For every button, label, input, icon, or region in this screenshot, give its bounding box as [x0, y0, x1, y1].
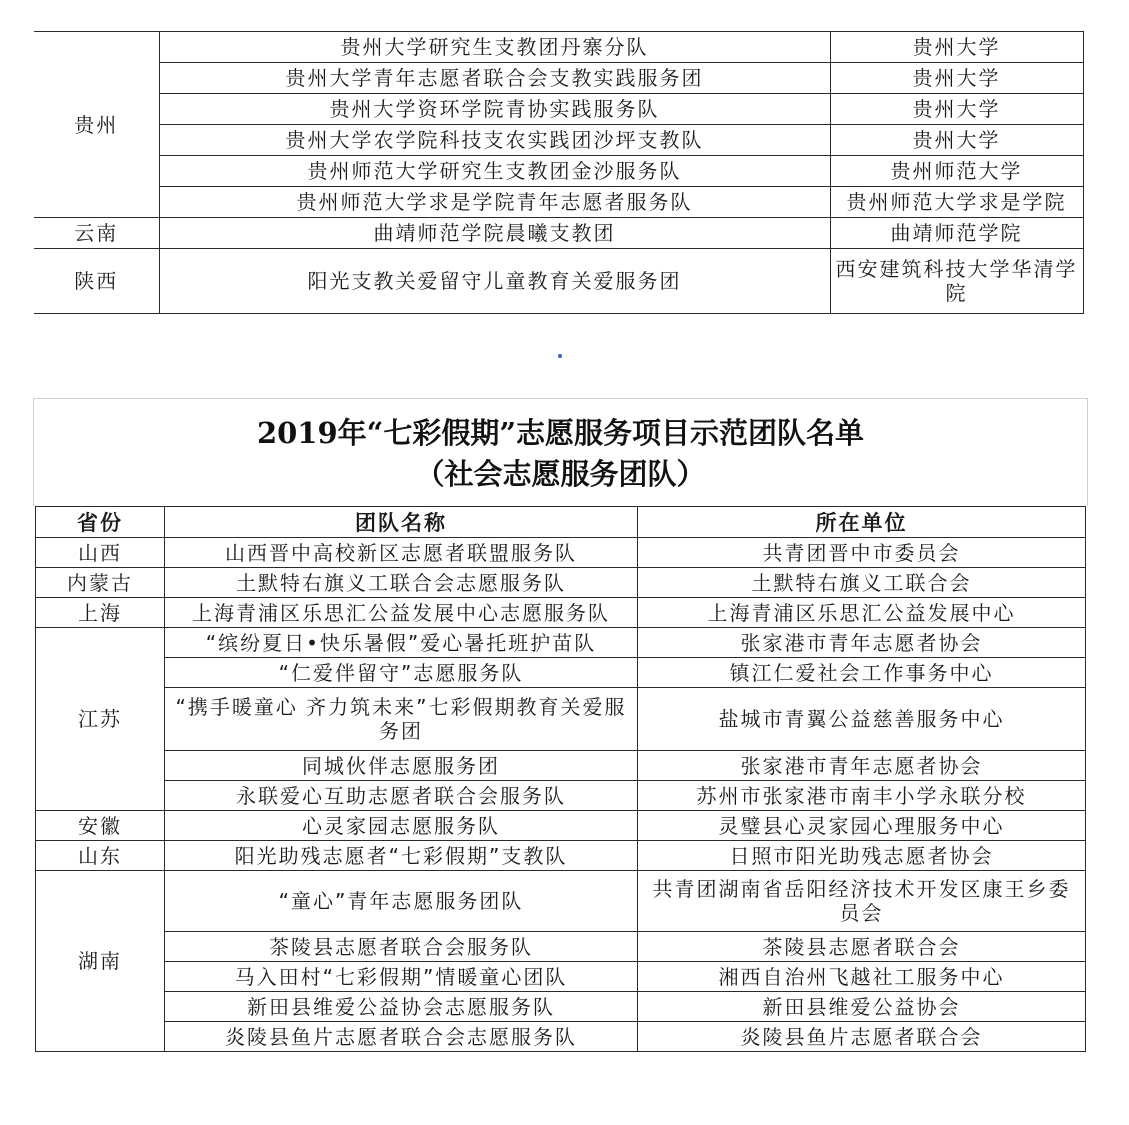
header-province: 省份 — [36, 507, 165, 538]
table-row — [34, 156, 1083, 187]
table-row — [34, 32, 1083, 63]
unit-cell: 贵州大学 — [830, 94, 1083, 125]
team-name-cell: 新田县维爱公益协会志愿服务队 — [165, 992, 638, 1022]
table2-body — [36, 538, 1086, 1052]
table-row — [34, 249, 1083, 314]
unit-cell: 灵璧县心灵家园心理服务中心 — [638, 811, 1086, 841]
header-team-name: 团队名称 — [165, 507, 638, 538]
unit-cell: 贵州大学 — [830, 125, 1083, 156]
unit-cell: 张家港市青年志愿者协会 — [638, 628, 1086, 658]
team-name-cell: 贵州师范大学研究生支教团金沙服务队 — [159, 156, 830, 187]
team-name-cell: 贵州大学研究生支教团丹寨分队 — [159, 32, 830, 63]
table-row — [36, 658, 1086, 688]
table1-body — [34, 32, 1083, 314]
team-name-cell: 贵州大学青年志愿者联合会支教实践服务团 — [159, 63, 830, 94]
province-cell: 山东 — [36, 841, 165, 871]
province-cell: 云南 — [34, 218, 159, 249]
province-cell: 江苏 — [36, 628, 165, 811]
unit-cell: 苏州市张家港市南丰小学永联分校 — [638, 781, 1086, 811]
team-name-cell: 茶陵县志愿者联合会服务队 — [165, 932, 638, 962]
team-name-cell: 炎陵县鱼片志愿者联合会志愿服务队 — [165, 1022, 638, 1052]
header-row — [36, 507, 1086, 538]
table-row — [36, 781, 1086, 811]
team-name-cell: 土默特右旗义工联合会志愿服务队 — [165, 568, 638, 598]
unit-cell: 镇江仁爱社会工作事务中心 — [638, 658, 1086, 688]
separator-dot — [558, 354, 562, 358]
table-row — [36, 841, 1086, 871]
team-name-cell: 山西晋中高校新区志愿者联盟服务队 — [165, 538, 638, 568]
team-name-cell: 上海青浦区乐思汇公益发展中心志愿服务队 — [165, 598, 638, 628]
unit-cell: 茶陵县志愿者联合会 — [638, 932, 1086, 962]
team-name-cell: 阳光支教关爱留守儿童教育关爱服务团 — [159, 249, 830, 314]
team-name-cell: “童心”青年志愿服务团队 — [165, 871, 638, 932]
table-row — [36, 871, 1086, 932]
unit-cell: 日照市阳光助残志愿者协会 — [638, 841, 1086, 871]
table-row — [36, 688, 1086, 751]
table-row — [36, 932, 1086, 962]
team-name-cell: 贵州大学资环学院青协实践服务队 — [159, 94, 830, 125]
unit-cell: 共青团湖南省岳阳经济技术开发区康王乡委员会 — [638, 871, 1086, 932]
social-team-table — [35, 506, 1086, 1052]
team-name-cell: 马入田村“七彩假期”情暖童心团队 — [165, 962, 638, 992]
province-cell: 山西 — [36, 538, 165, 568]
university-team-table-continued — [34, 31, 1084, 314]
unit-cell: 张家港市青年志愿者协会 — [638, 751, 1086, 781]
unit-cell: 土默特右旗义工联合会 — [638, 568, 1086, 598]
header-unit: 所在单位 — [638, 507, 1086, 538]
table-row — [36, 568, 1086, 598]
table-row — [36, 598, 1086, 628]
table-row — [34, 63, 1083, 94]
unit-cell: 贵州大学 — [830, 32, 1083, 63]
province-cell: 贵州 — [34, 32, 159, 218]
unit-cell: 共青团晋中市委员会 — [638, 538, 1086, 568]
list-title — [33, 398, 1088, 506]
table-header — [36, 507, 1086, 538]
table-row — [36, 628, 1086, 658]
table-row — [36, 962, 1086, 992]
unit-cell: 曲靖师范学院 — [830, 218, 1083, 249]
table-row — [36, 1022, 1086, 1052]
unit-cell: 贵州师范大学求是学院 — [830, 187, 1083, 218]
unit-cell: 上海青浦区乐思汇公益发展中心 — [638, 598, 1086, 628]
team-name-cell: 同城伙伴志愿服务团 — [165, 751, 638, 781]
unit-cell: 贵州大学 — [830, 63, 1083, 94]
team-name-cell: “缤纷夏日•快乐暑假”爱心暑托班护苗队 — [165, 628, 638, 658]
province-cell: 安徽 — [36, 811, 165, 841]
page-subtitle: （社会志愿服务团队） — [415, 457, 706, 491]
team-name-cell: 曲靖师范学院晨曦支教团 — [159, 218, 830, 249]
unit-cell: 贵州师范大学 — [830, 156, 1083, 187]
unit-cell: 湘西自治州飞越社工服务中心 — [638, 962, 1086, 992]
team-name-cell: 永联爱心互助志愿者联合会服务队 — [165, 781, 638, 811]
team-name-cell: 贵州师范大学求是学院青年志愿者服务队 — [159, 187, 830, 218]
table-row — [36, 811, 1086, 841]
team-name-cell: 贵州大学农学院科技支农实践团沙坪支教队 — [159, 125, 830, 156]
unit-cell: 炎陵县鱼片志愿者联合会 — [638, 1022, 1086, 1052]
province-cell: 湖南 — [36, 871, 165, 1052]
team-name-cell: “携手暖童心 齐力筑未来”七彩假期教育关爱服务团 — [165, 688, 638, 751]
province-cell: 陕西 — [34, 249, 159, 314]
table-row — [36, 751, 1086, 781]
unit-cell: 西安建筑科技大学华清学院 — [830, 249, 1083, 314]
team-name-cell: 阳光助残志愿者“七彩假期”支教队 — [165, 841, 638, 871]
unit-cell: 新田县维爱公益协会 — [638, 992, 1086, 1022]
table-row — [34, 125, 1083, 156]
province-cell: 上海 — [36, 598, 165, 628]
province-cell: 内蒙古 — [36, 568, 165, 598]
table-row — [34, 94, 1083, 125]
table-row — [34, 218, 1083, 249]
table-row — [34, 187, 1083, 218]
team-name-cell: 心灵家园志愿服务队 — [165, 811, 638, 841]
page-title: 2019年“七彩假期”志愿服务项目示范团队名单 — [256, 416, 865, 450]
unit-cell: 盐城市青翼公益慈善服务中心 — [638, 688, 1086, 751]
table-row — [36, 538, 1086, 568]
table-row — [36, 992, 1086, 1022]
team-name-cell: “仁爱伴留守”志愿服务队 — [165, 658, 638, 688]
